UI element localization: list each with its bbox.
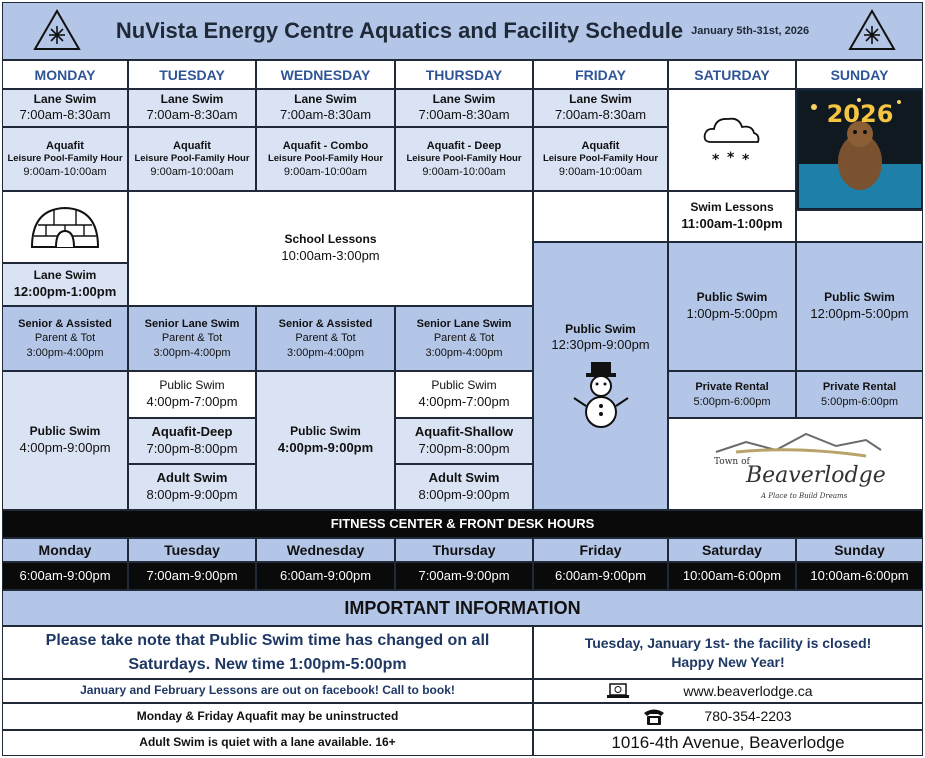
- svg-text:*: *: [742, 152, 750, 168]
- lane-swim-tuesday: Lane Swim 7:00am-8:30am: [128, 89, 256, 127]
- adult-swim-tuesday: Adult Swim 8:00pm-9:00pm: [128, 464, 256, 510]
- fitness-day-friday: Friday: [533, 538, 668, 562]
- senior-assisted-wednesday: Senior & Assisted Parent & Tot 3:00pm-4:00pm: [256, 306, 395, 371]
- private-rental-sunday: Private Rental 5:00pm-6:00pm: [796, 371, 923, 418]
- aquafit-tuesday: Aquafit Leisure Pool-Family Hour 9:00am-10:00am: [128, 127, 256, 191]
- snow-cloud-cell: [668, 89, 796, 191]
- fitness-hours-tuesday: 7:00am-9:00pm: [128, 562, 256, 590]
- day-header-thursday: THURSDAY: [395, 60, 533, 89]
- public-swim-notice: Please take note that Public Swim time has changed on all Saturdays. New time 1:00pm-5:00pm: [2, 626, 533, 679]
- day-header-sunday: SUNDAY: [796, 60, 923, 89]
- public-swim-thursday: Public Swim 4:00pm-7:00pm: [395, 371, 533, 418]
- phone-row: [533, 703, 923, 730]
- day-header-wednesday: WEDNESDAY: [256, 60, 395, 89]
- lane-swim-thursday: Lane Swim 7:00am-8:30am: [395, 89, 533, 127]
- swim-lessons-saturday: Swim Lessons 11:00am-1:00pm: [668, 191, 796, 242]
- aquafit-deep-tuesday: Aquafit-Deep 7:00pm-8:00pm: [128, 418, 256, 464]
- important-info-title: IMPORTANT INFORMATION: [2, 590, 923, 626]
- svg-text:Beaverlodge: Beaverlodge: [745, 463, 886, 488]
- address: 1016-4th Avenue, Beaverlodge: [611, 732, 845, 752]
- adult-swim-note: Adult Swim is quiet with a lane available. 16+: [2, 730, 533, 756]
- page-title: NuVista Energy Centre Aquatics and Facility Schedule: [115, 18, 684, 43]
- fitness-hours-wednesday: 6:00am-9:00pm: [256, 562, 395, 590]
- address-row: [533, 730, 923, 756]
- public-swim-friday: Public Swim 12:30pm-9:00pm: [533, 242, 668, 510]
- fitness-hours-saturday: 10:00am-6:00pm: [668, 562, 796, 590]
- aquafit-monday: Aquafit Leisure Pool-Family Hour 9:00am-10:00am: [2, 127, 128, 191]
- fitness-day-sunday: Sunday: [796, 538, 923, 562]
- svg-text:2026: 2026: [826, 99, 893, 128]
- school-lessons: School Lessons 10:00am-3:00pm: [128, 191, 533, 306]
- lane-swim-friday: Lane Swim 7:00am-8:30am: [533, 89, 668, 127]
- igloo-icon: [28, 203, 102, 251]
- aquafit-thursday: Aquafit - Deep Leisure Pool-Family Hour 9:00am-10:00am: [395, 127, 533, 191]
- senior-lane-tuesday: Senior Lane Swim Parent & Tot 3:00pm-4:00pm: [128, 306, 256, 371]
- svg-text:A Place to Build Dreams: A Place to Build Dreams: [760, 492, 847, 500]
- snow-cloud-icon: [697, 112, 767, 168]
- fitness-hours-monday: 6:00am-9:00pm: [2, 562, 128, 590]
- sunday-open-block: [796, 210, 923, 242]
- lane-swim-monday: Lane Swim 7:00am-8:30am: [2, 89, 128, 127]
- fitness-hours-sunday: 10:00am-6:00pm: [796, 562, 923, 590]
- day-header-saturday: SATURDAY: [668, 60, 796, 89]
- fitness-day-monday: Monday: [2, 538, 128, 562]
- aquafit-shallow-thursday: Aquafit-Shallow 7:00pm-8:00pm: [395, 418, 533, 464]
- phone-number[interactable]: 780-354-2203: [704, 708, 792, 725]
- friday-open-block: [533, 191, 668, 242]
- lessons-note: January and February Lessons are out on facebook! Call to book!: [2, 679, 533, 703]
- date-range: January 5th-31st, 2026: [691, 25, 810, 37]
- fitness-day-wednesday: Wednesday: [256, 538, 395, 562]
- title-bar: [2, 2, 923, 60]
- fitness-title-bar: FITNESS CENTER & FRONT DESK HOURS: [2, 510, 923, 538]
- lane-swim-wednesday: Lane Swim 7:00am-8:30am: [256, 89, 395, 127]
- public-swim-saturday: Public Swim 1:00pm-5:00pm: [668, 242, 796, 371]
- svg-text:*: *: [727, 150, 735, 166]
- fitness-day-saturday: Saturday: [668, 538, 796, 562]
- website-link[interactable]: www.beaverlodge.ca: [683, 682, 813, 699]
- fitness-hours-friday: 6:00am-9:00pm: [533, 562, 668, 590]
- telephone-icon: [642, 707, 666, 727]
- day-header-tuesday: TUESDAY: [128, 60, 256, 89]
- public-swim-sunday: Public Swim 12:00pm-5:00pm: [796, 242, 923, 371]
- public-swim-monday: Public Swim 4:00pm-9:00pm: [2, 371, 128, 510]
- town-logo-image: [706, 422, 886, 506]
- website-row: [533, 679, 923, 703]
- adult-swim-thursday: Adult Swim 8:00pm-9:00pm: [395, 464, 533, 510]
- public-swim-tuesday: Public Swim 4:00pm-7:00pm: [128, 371, 256, 418]
- snowflake-warning-icon: [32, 8, 82, 52]
- svg-text:*: *: [712, 152, 720, 168]
- snowman-icon: [571, 360, 631, 430]
- igloo-cell: [2, 191, 128, 263]
- fitness-day-thursday: Thursday: [395, 538, 533, 562]
- private-rental-saturday: Private Rental 5:00pm-6:00pm: [668, 371, 796, 418]
- fitness-day-tuesday: Tuesday: [128, 538, 256, 562]
- aquafit-wednesday: Aquafit - Combo Leisure Pool-Family Hour 9:00am-10:00am: [256, 127, 395, 191]
- senior-lane-thursday: Senior Lane Swim Parent & Tot 3:00pm-4:00pm: [395, 306, 533, 371]
- fitness-hours-thursday: 7:00am-9:00pm: [395, 562, 533, 590]
- day-header-monday: MONDAY: [2, 60, 128, 89]
- senior-assisted-monday: Senior & Assisted Parent & Tot 3:00pm-4:00pm: [2, 306, 128, 371]
- day-header-friday: FRIDAY: [533, 60, 668, 89]
- snowflake-warning-icon: [847, 8, 897, 52]
- laptop-icon: [606, 682, 630, 700]
- svg-text:Town of: Town of: [713, 457, 750, 467]
- beaverlodge-logo: [668, 418, 923, 510]
- aquafit-friday: Aquafit Leisure Pool-Family Hour 9:00am-10:00am: [533, 127, 668, 191]
- beaver-2026-image: [799, 92, 921, 208]
- closure-notice: Tuesday, January 1st- the facility is closed! Happy New Year!: [533, 626, 923, 679]
- lane-swim-noon-monday: Lane Swim 12:00pm-1:00pm: [2, 263, 128, 306]
- new-year-image: [796, 89, 923, 210]
- aquafit-note: Monday & Friday Aquafit may be uninstructed: [2, 703, 533, 730]
- public-swim-wednesday: Public Swim 4:00pm-9:00pm: [256, 371, 395, 510]
